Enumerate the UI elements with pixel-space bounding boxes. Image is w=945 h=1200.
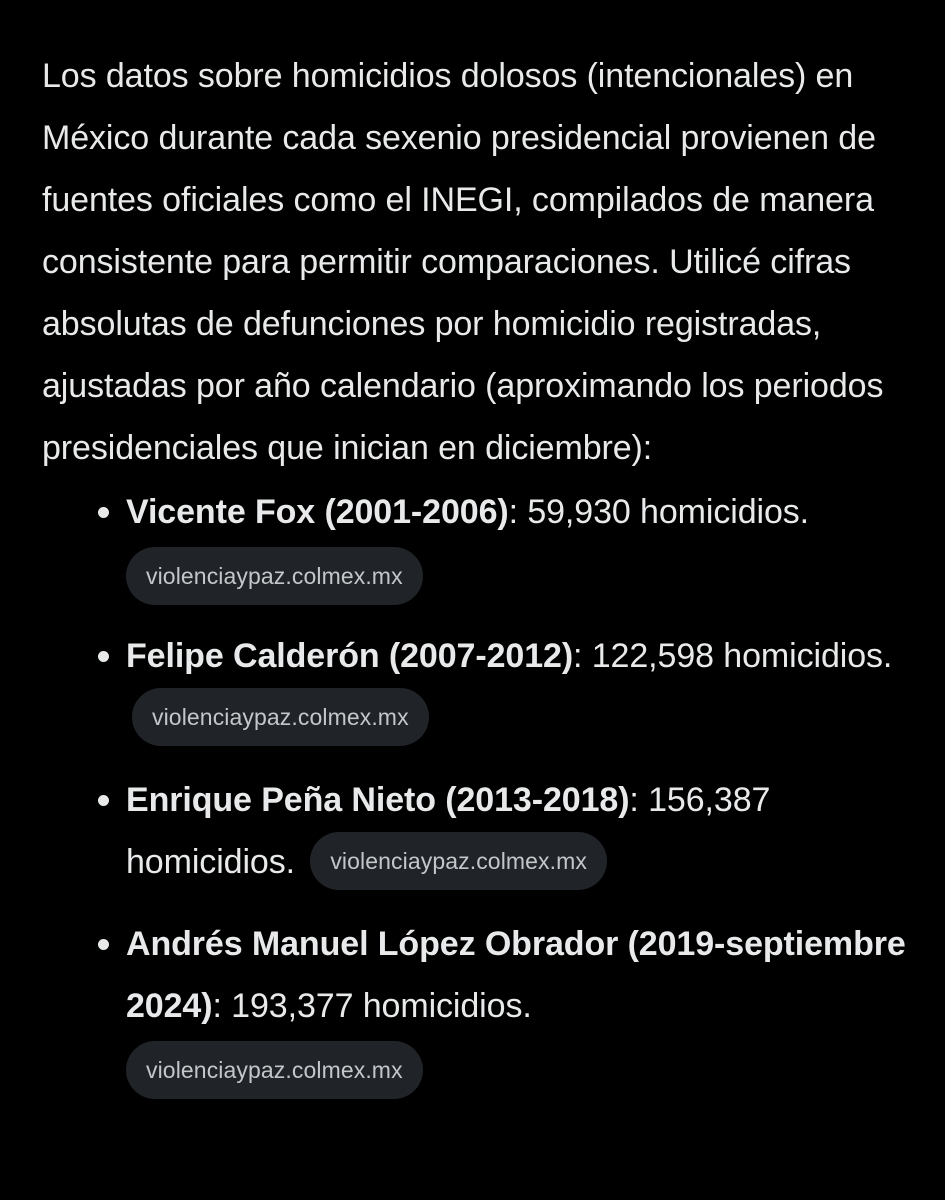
list-item [42,481,922,605]
list-item-text [126,925,906,1025]
president-name: Felipe Calderón (2007-2012) [126,637,574,676]
homicide-count: 122,598 homicidios. [582,637,893,676]
president-name: Vicente Fox (2001-2006) [126,493,509,531]
homicide-list [42,481,922,1099]
separator: : [629,781,639,820]
homicide-count: 156,387 homicidios. [126,781,771,882]
bullet-icon [98,795,109,806]
intro-paragraph: Los datos sobre homicidios dolosos (intencionales) en México durante cada sexenio presidencial provienen de fuentes oficiales como el INEGI, compilados de manera consistente para permitir comparaciones. Utilicé cifras absolutas de defunciones por homicidio registradas, ajustadas por año calendario (aproximando los periodos presidenciales que inician en diciembre): [42,57,884,467]
list-item-text [126,637,892,675]
list-item-text [126,493,809,531]
bullet-icon [98,939,109,950]
homicide-count: 193,377 homicidios. [221,987,532,1026]
source-chip[interactable]: violenciaypaz.colmex.mx [310,832,607,890]
separator: : [508,493,518,531]
response-content [42,45,922,1099]
separator: : [212,987,222,1026]
bullet-icon [98,651,109,662]
president-name: Enrique Peña Nieto (2013-2018) [126,781,630,820]
source-chip[interactable]: violenciaypaz.colmex.mx [126,547,423,605]
list-item [42,769,922,893]
homicide-count: 59,930 homicidios. [517,493,810,531]
bullet-icon [98,507,109,518]
separator: : [573,637,583,676]
list-item [42,913,922,1099]
source-chip[interactable]: violenciaypaz.colmex.mx [132,688,429,746]
source-chip[interactable]: violenciaypaz.colmex.mx [126,1041,423,1099]
president-name: Andrés Manuel López Obrador (2019-septiembre 2024) [126,925,906,1026]
list-item [42,625,922,749]
